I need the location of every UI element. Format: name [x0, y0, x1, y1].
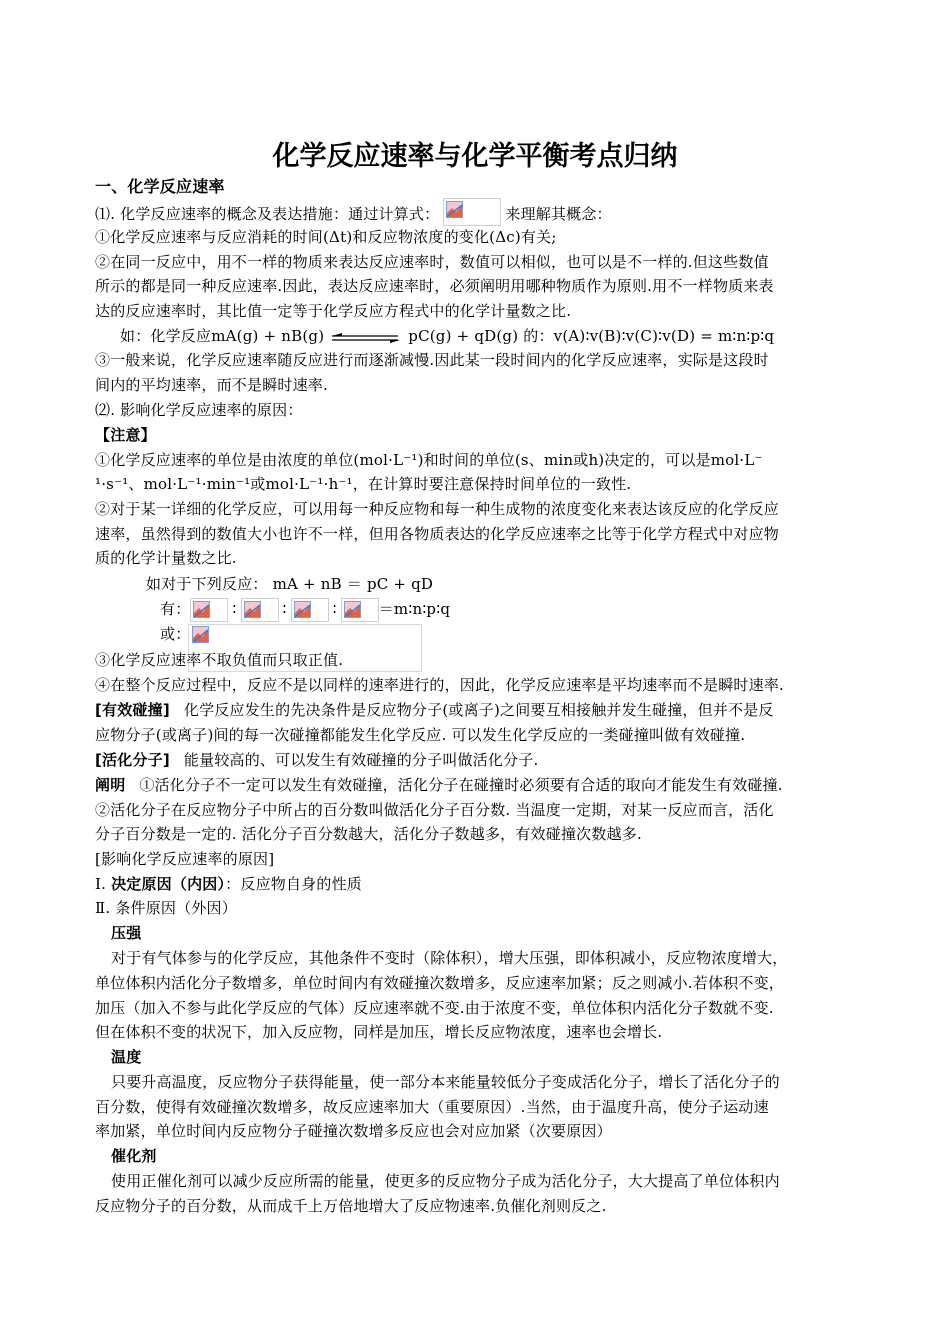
text-span: pC(g) + qD(g) 的：v(A)∶v(B)∶v(C)∶v(D) = m∶n∶p∶q	[408, 327, 775, 345]
paragraph-line: 速率，虽然得到的数值大小也许不一样，但用各物质表达的化学反应速率之比等于化学方程式中对应物	[95, 525, 780, 543]
term-label: 决定原因（内因）	[111, 875, 226, 893]
paragraph-line: 使用正催化剂可以减少反应所需的能量，使更多的反应物分子成为活化分子，大大提高了单位体积内	[111, 1172, 780, 1190]
paragraph-line: 质的化学计量数之比.	[95, 549, 237, 567]
paragraph-line: ②活化分子在反应物分子中所占的百分数叫做活化分子百分数. 当温度一定期，对某一反应而言，活化	[95, 801, 774, 819]
broken-image-icon	[244, 601, 261, 618]
ratio-colon: ∶	[332, 600, 337, 618]
section-heading: 一、化学反应速率	[95, 177, 225, 196]
paragraph-line: ①化学反应速率与反应消耗的时间(Δt)和反应物浓度的变化(Δc)有关;	[95, 228, 557, 246]
broken-image-icon	[193, 601, 210, 618]
paragraph-line: 反应物分子的百分数，从而成千上万倍地增大了反应物速率.负催化剂则反之.	[95, 1197, 607, 1215]
ratio-line	[160, 598, 450, 622]
factor-heading: 催化剂	[111, 1147, 157, 1165]
subsection-heading: [影响化学反应速率的原因]	[95, 850, 275, 868]
text-span: 能量较高的、可以发生有效碰撞的分子叫做活化分子.	[183, 751, 539, 769]
formula-image-placeholder	[443, 198, 501, 226]
paragraph-line: ¹·s⁻¹、mol·L⁻¹·min⁻¹或mol·L⁻¹·h⁻¹，在计算时要注意保持时间单位的一致性.	[95, 475, 632, 493]
paragraph-line: ②对于某一详细的化学反应，可以用每一种反应物和每一种生成物的浓度变化来表达该反应的化学反应	[95, 500, 780, 518]
ratio-colon: ∶	[232, 600, 237, 618]
factor-heading: 温度	[111, 1048, 142, 1066]
paragraph-line: 如对于下列反应： mA + nB ＝ pC + qD	[146, 575, 434, 593]
text-span: ①活化分子不一定可以发生有效碰撞，活化分子在碰撞时必须要有合适的取向才能发生有效碰撞.	[139, 776, 783, 794]
paragraph-line: 率加紧，单位时间内反应物分子碰撞次数增多反应也会对应加紧（次要原因）	[95, 1122, 612, 1140]
note-heading: 【注意】	[95, 426, 156, 444]
text-span: 化学反应发生的先决条件是反应物分子(或离子)之间要互相接触并发生碰撞，但并不是反	[183, 701, 774, 719]
formula-image-placeholder	[291, 598, 329, 622]
paragraph-line: 单位体积内活化分子数增多，单位时间内有效碰撞次数增多，反应速率加紧；反之则减小.若体积不变，	[95, 974, 784, 992]
formula-image-placeholder	[190, 598, 228, 622]
paragraph-line: ③一般来说，化学反应速率随反应进行而逐渐减慢.因此某一段时间内的化学反应速率，实际是这段时	[95, 351, 769, 369]
term-label: 阐明	[95, 776, 126, 794]
equilibrium-arrow-icon	[330, 330, 402, 344]
text-span: ＝m∶n∶p∶q	[378, 600, 451, 618]
paragraph-line	[95, 201, 612, 229]
paragraph-line: 分子百分数是一定的. 活化分子百分数越大，活化分子数越多，有效碰撞次数越多.	[95, 825, 642, 843]
broken-image-icon	[446, 201, 463, 218]
ratio-colon: ∶	[282, 600, 287, 618]
paragraph-line: ②在同一反应中，用不一样的物质来表达反应速率时，数值可以相似，也可以是不一样的.但这些数值	[95, 253, 769, 271]
paragraph-line: 加压（加入不参与此化学反应的气体）反应速率就不变.由于浓度不变，单位体积内活化分子数就不变.	[95, 999, 774, 1017]
paragraph-line	[95, 700, 774, 720]
paragraph-line: ③化学反应速率不取负值而只取正值.	[95, 651, 344, 669]
text-span: ⑴. 化学反应速率的概念及表达措施：通过计算式：	[95, 205, 440, 223]
formula-image-placeholder	[241, 598, 279, 622]
paragraph-line: 百分数，使得有效碰撞次数增多，故反应速率加大（重要原因）.当然，由于温度升高，使分子运动速	[95, 1098, 769, 1116]
text-span: 来理解其概念：	[505, 205, 612, 223]
paragraph-line: 应物分子(或离子)间的每一次碰撞都能发生化学反应. 可以发生化学反应的一类碰撞叫做有效碰撞.	[95, 726, 746, 744]
paragraph-line: 间内的平均速率，而不是瞬时速率.	[95, 376, 328, 394]
paragraph-line	[95, 775, 783, 795]
paragraph-line: ①化学反应速率的单位是由浓度的单位(mol·L⁻¹)和时间的单位(s、min或h)决定的，可以是mol·L⁻	[95, 451, 763, 469]
text-span: 有：	[160, 600, 191, 618]
factor-heading: 压强	[111, 924, 142, 942]
formula-image-placeholder	[341, 598, 379, 622]
term-label: [有效碰撞]	[95, 701, 170, 719]
paragraph-line	[95, 750, 539, 770]
term-label: [活化分子]	[95, 751, 170, 769]
paragraph-line: 达的反应速率时，其比值一定等于化学反应方程式中的化学计量数之比.	[95, 302, 572, 320]
text-span: 如：化学反应mA(g) + nB(g)	[120, 327, 325, 345]
text-span: ：反应物自身的性质	[225, 875, 362, 893]
text-span: 或：	[160, 625, 191, 643]
paragraph-line: ⑵. 影响化学反应速率的原因：	[95, 401, 303, 419]
paragraph-line: 只要升高温度，反应物分子获得能量，使一部分本来能量较低分子变成活化分子，增长了活化分子的	[111, 1073, 780, 1091]
paragraph-line	[95, 874, 362, 894]
paragraph-line: Ⅱ. 条件原因（外因）	[95, 899, 237, 917]
broken-image-icon	[344, 601, 361, 618]
broken-image-icon	[294, 601, 311, 618]
paragraph-line: 对于有气体参与的化学反应，其他条件不变时（除体积），增大压强，即体积减小，反应物浓度增大，	[111, 949, 788, 967]
paragraph-line: 所示的都是同一种反应速率.因此，表达反应速率时，必须阐明用哪种物质作为原则.用不一样物质来表	[95, 277, 774, 295]
paragraph-line	[120, 326, 774, 346]
paragraph-line: ④在整个反应过程中，反应不是以同样的速率进行的，因此，化学反应速率是平均速率而不是瞬时速率.	[95, 676, 784, 694]
text-span: I.	[95, 875, 112, 893]
page-title: 化学反应速率与化学平衡考点归纳	[272, 141, 678, 172]
paragraph-line: 但在体积不变的状况下，加入反应物，同样是加压，增长反应物浓度，速率也会增长.	[95, 1023, 663, 1041]
